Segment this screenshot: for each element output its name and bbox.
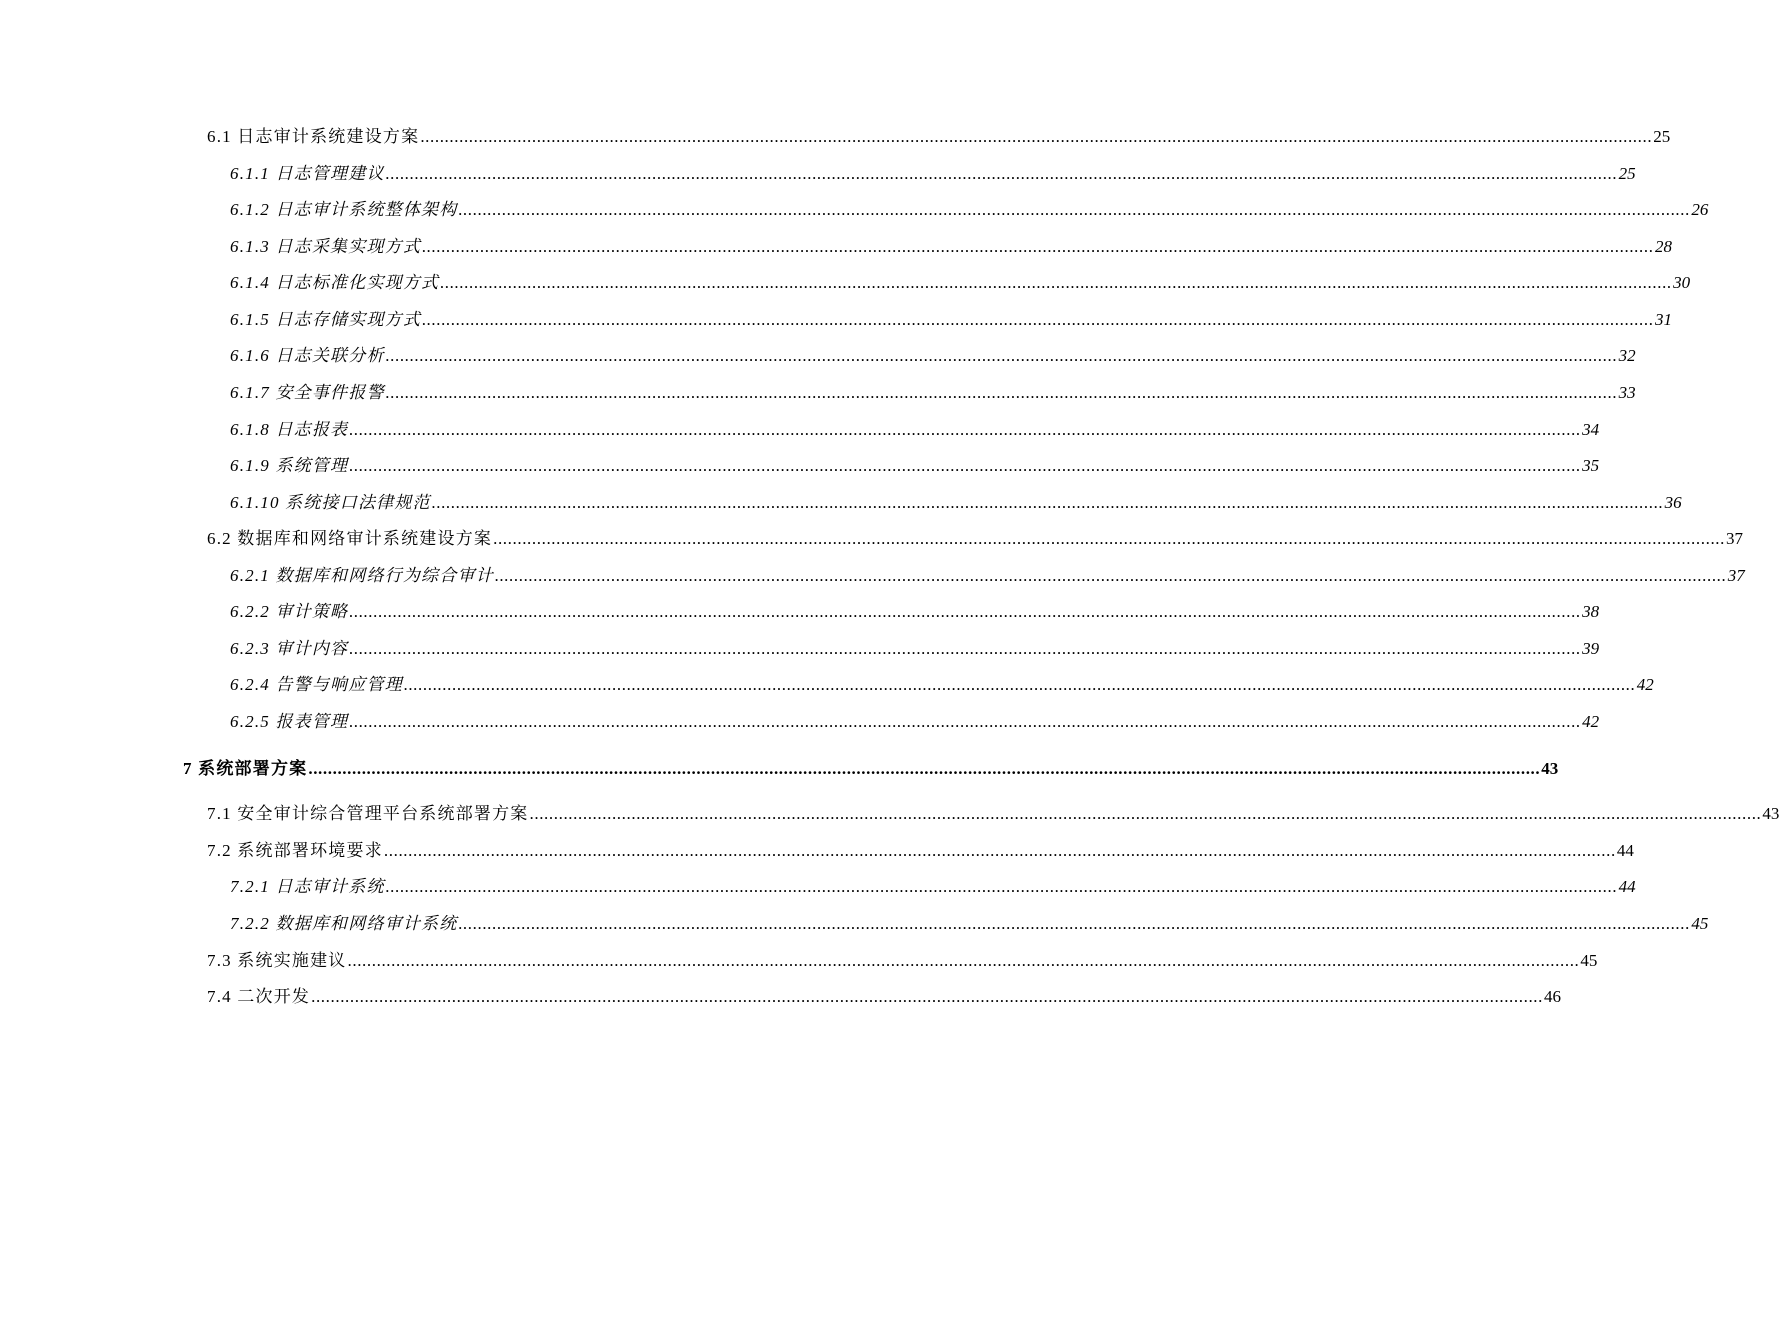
toc-entry-7-3[interactable]: [207, 950, 1598, 972]
toc-page-number: 25: [1618, 164, 1636, 183]
toc-leader-dots: ..............................................................................................................................................................................................................................................................: [458, 914, 1691, 933]
toc-page-number: 26: [1691, 200, 1709, 219]
toc-page-number: 44: [1618, 877, 1636, 896]
toc-page-number: 31: [1654, 310, 1672, 329]
toc-entry-title: 6.1.8 日志报表: [230, 420, 349, 439]
toc-entry-title: 6.1 日志审计系统建设方案: [207, 127, 420, 146]
toc-leader-dots: ..............................................................................................................................................................................................................................................................: [349, 456, 1582, 475]
toc-entry-title: 7.3 系统实施建议: [207, 951, 347, 970]
toc-page-number: 34: [1582, 420, 1600, 439]
toc-entry-6-1-3[interactable]: [230, 236, 1672, 258]
toc-entry-title: 7 系统部署方案: [183, 759, 308, 778]
toc-leader-dots: ..............................................................................................................................................................................................................................................................: [385, 164, 1618, 183]
toc-entry-7-4[interactable]: [207, 986, 1562, 1008]
toc-leader-dots: ..............................................................................................................................................................................................................................................................: [349, 712, 1582, 731]
toc-entry-7-2-1[interactable]: [230, 876, 1636, 898]
toc-leader-dots: ..............................................................................................................................................................................................................................................................: [347, 951, 1580, 970]
toc-entry-title: 6.2.1 数据库和网络行为综合审计: [230, 566, 494, 585]
toc-entry-title: 6.1.1 日志管理建议: [230, 164, 385, 183]
toc-page-number: 44: [1616, 841, 1634, 860]
toc-entry-6-2-4[interactable]: [230, 674, 1654, 696]
toc-entry-title: 6.2 数据库和网络审计系统建设方案: [207, 529, 493, 548]
toc-entry-title: 6.2.3 审计内容: [230, 639, 349, 658]
toc-entry-6-1-8[interactable]: [230, 419, 1600, 441]
toc-leader-dots: ..............................................................................................................................................................................................................................................................: [431, 493, 1664, 512]
toc-page-number: 42: [1636, 675, 1654, 694]
toc-entry-6-1-5[interactable]: [230, 309, 1672, 331]
toc-leader-dots: ..............................................................................................................................................................................................................................................................: [385, 346, 1618, 365]
toc-entry-title: 7.1 安全审计综合管理平台系统部署方案: [207, 804, 529, 823]
toc-entry-6-1-4[interactable]: [230, 272, 1691, 294]
toc-page-number: 43: [1762, 804, 1779, 823]
toc-entry-7-2[interactable]: [207, 840, 1634, 862]
toc-entry-title: 6.2.5 报表管理: [230, 712, 349, 731]
toc-entry-7-1[interactable]: [207, 803, 1779, 825]
toc-page-number: 28: [1654, 237, 1672, 256]
toc-page-number: 35: [1582, 456, 1600, 475]
toc-leader-dots: ..............................................................................................................................................................................................................................................................: [422, 310, 1654, 329]
toc-page-number: 45: [1580, 951, 1598, 970]
toc-entry-title: 6.1.6 日志关联分析: [230, 346, 385, 365]
toc-page-number: 33: [1618, 383, 1636, 402]
toc-entry-title: 6.1.3 日志采集实现方式: [230, 237, 422, 256]
toc-entry-6-2-5[interactable]: [230, 711, 1600, 733]
toc-page-number: 37: [1727, 566, 1745, 585]
toc-entry-6-1-10[interactable]: [230, 492, 1682, 514]
toc-entry-7-2-2[interactable]: [230, 913, 1709, 935]
toc-entry-title: 7.2.2 数据库和网络审计系统: [230, 914, 458, 933]
toc-entry-title: 6.2.2 审计策略: [230, 602, 349, 621]
toc-entry-title: 6.2.4 告警与响应管理: [230, 675, 403, 694]
toc-entry-6-2-3[interactable]: [230, 638, 1600, 660]
toc-page-number: 37: [1726, 529, 1744, 548]
toc-page-number: 30: [1673, 273, 1691, 292]
toc-leader-dots: ..............................................................................................................................................................................................................................................................: [311, 987, 1544, 1006]
toc-entry-6-2[interactable]: [207, 528, 1744, 550]
toc-leader-dots: ..............................................................................................................................................................................................................................................................: [493, 529, 1726, 548]
toc-leader-dots: ..............................................................................................................................................................................................................................................................: [349, 602, 1582, 621]
toc-entry-6-1-6[interactable]: [230, 345, 1636, 367]
toc-entry-6-2-2[interactable]: [230, 601, 1600, 623]
toc-leader-dots: ..............................................................................................................................................................................................................................................................: [308, 759, 1541, 778]
toc-entry-title: 6.1.4 日志标准化实现方式: [230, 273, 440, 292]
toc-leader-dots: ..............................................................................................................................................................................................................................................................: [383, 841, 1616, 860]
toc-entry-title: 6.1.5 日志存储实现方式: [230, 310, 422, 329]
toc-entry-6-1-9[interactable]: [230, 455, 1600, 477]
toc-chapter-7[interactable]: [183, 758, 1559, 780]
toc-page-number: 25: [1653, 127, 1671, 146]
toc-leader-dots: ..............................................................................................................................................................................................................................................................: [420, 127, 1653, 146]
toc-leader-dots: ..............................................................................................................................................................................................................................................................: [494, 566, 1727, 585]
toc-leader-dots: ..............................................................................................................................................................................................................................................................: [349, 639, 1582, 658]
toc-leader-dots: ..............................................................................................................................................................................................................................................................: [385, 383, 1618, 402]
toc-leader-dots: ..............................................................................................................................................................................................................................................................: [529, 804, 1762, 823]
toc-leader-dots: ..............................................................................................................................................................................................................................................................: [403, 675, 1636, 694]
toc-entry-title: 6.1.2 日志审计系统整体架构: [230, 200, 458, 219]
toc-page-number: 46: [1544, 987, 1562, 1006]
toc-entry-6-1-1[interactable]: [230, 163, 1636, 185]
toc-leader-dots: ..............................................................................................................................................................................................................................................................: [349, 420, 1582, 439]
toc-leader-dots: ..............................................................................................................................................................................................................................................................: [422, 237, 1654, 256]
toc-page-number: 45: [1691, 914, 1709, 933]
toc-page-number: 43: [1541, 759, 1559, 778]
toc-page-number: 42: [1582, 712, 1600, 731]
toc-page-number: 39: [1582, 639, 1600, 658]
toc-leader-dots: ..............................................................................................................................................................................................................................................................: [440, 273, 1673, 292]
toc-entry-title: 7.4 二次开发: [207, 987, 311, 1006]
toc-entry-title: 6.1.7 安全事件报警: [230, 383, 385, 402]
toc-entry-title: 7.2 系统部署环境要求: [207, 841, 383, 860]
toc-page-number: 38: [1582, 602, 1600, 621]
toc-page-number: 32: [1618, 346, 1636, 365]
toc-page-number: 36: [1664, 493, 1682, 512]
toc-entry-6-1-7[interactable]: [230, 382, 1636, 404]
toc-entry-title: 7.2.1 日志审计系统: [230, 877, 385, 896]
toc-entry-6-1[interactable]: [207, 126, 1671, 148]
toc-leader-dots: ..............................................................................................................................................................................................................................................................: [458, 200, 1691, 219]
toc-entry-title: 6.1.9 系统管理: [230, 456, 349, 475]
toc-entry-title: 6.1.10 系统接口法律规范: [230, 493, 431, 512]
toc-entry-6-2-1[interactable]: [230, 565, 1745, 587]
toc-leader-dots: ..............................................................................................................................................................................................................................................................: [385, 877, 1618, 896]
toc-entry-6-1-2[interactable]: [230, 199, 1709, 221]
